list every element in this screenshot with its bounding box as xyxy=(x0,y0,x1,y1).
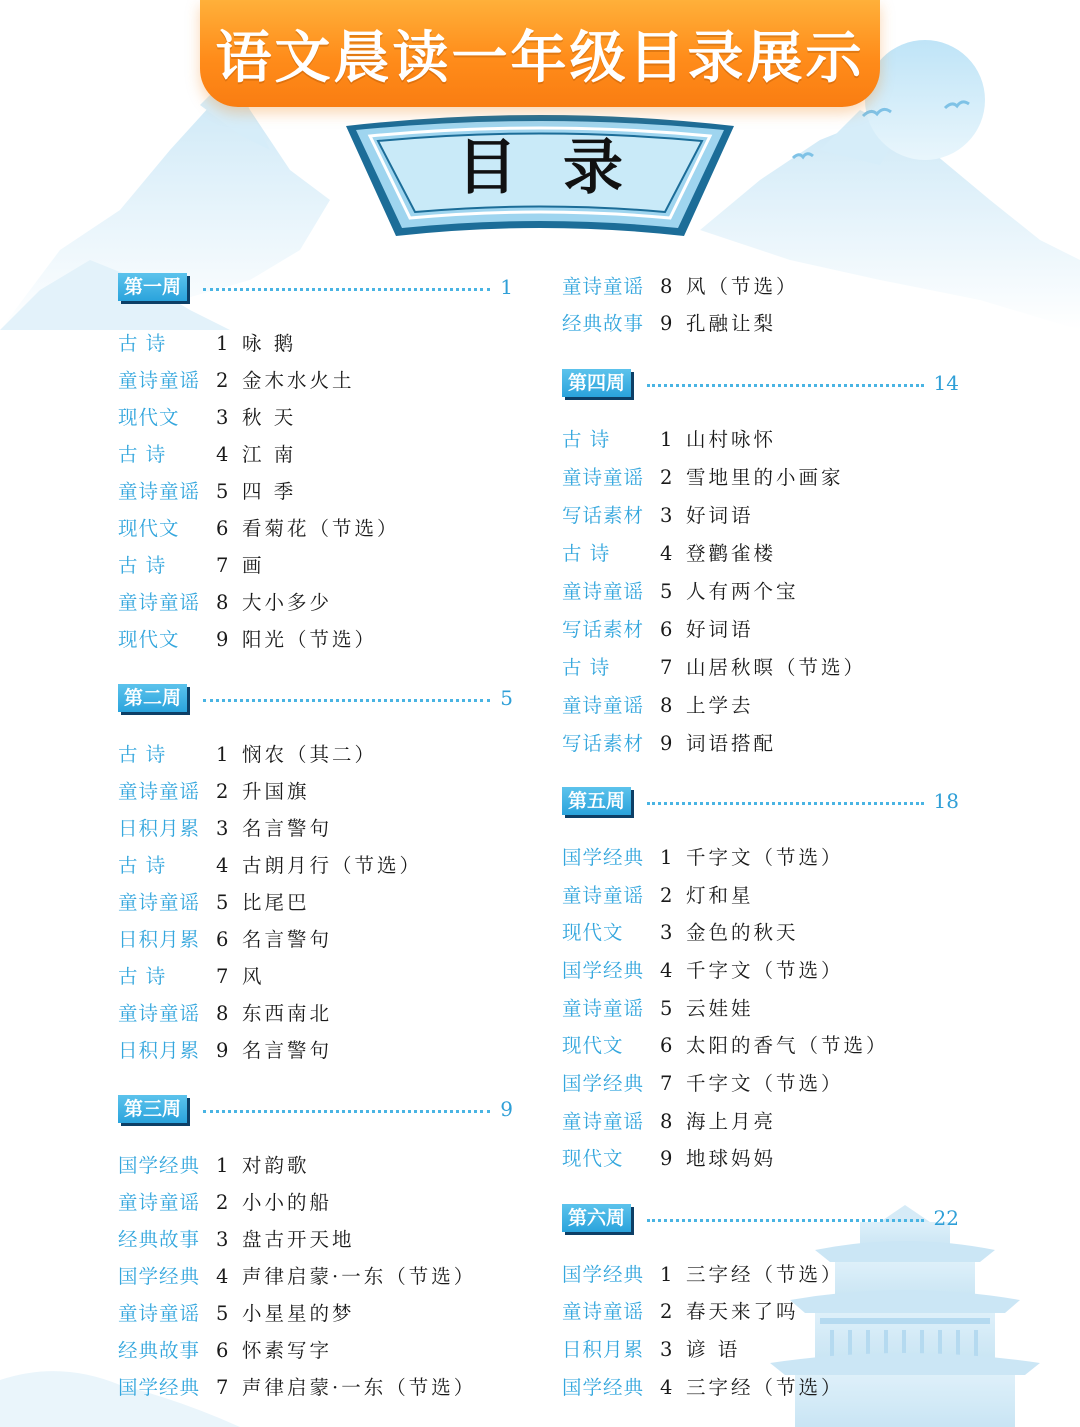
entry-title: 好词语 xyxy=(686,504,754,527)
entry-category: 童诗童谣 xyxy=(562,997,645,1020)
leader-dots xyxy=(203,288,490,291)
entry-category: 国学经典 xyxy=(118,1265,201,1288)
entry-category: 古 诗 xyxy=(118,332,167,355)
entry-title: 四 季 xyxy=(242,480,297,503)
entry-title: 三字经（节选） xyxy=(686,1376,844,1399)
entry-title: 金色的秋天 xyxy=(686,921,799,944)
leader-dots xyxy=(647,1219,924,1222)
entry-category: 国学经典 xyxy=(118,1376,201,1399)
entry-category: 国学经典 xyxy=(562,959,645,982)
entry-category: 写话素材 xyxy=(562,732,645,755)
entry-category: 日积月累 xyxy=(118,1039,201,1062)
entry-number: 7 xyxy=(660,656,673,679)
entry-title: 东西南北 xyxy=(242,1002,333,1025)
page-number: 5 xyxy=(500,686,513,710)
entry-number: 6 xyxy=(216,1339,229,1362)
entry-category: 童诗童谣 xyxy=(118,1302,201,1325)
week-label: 第三周 xyxy=(118,1095,187,1123)
entry-category: 童诗童谣 xyxy=(118,1002,201,1025)
leader-dots xyxy=(203,699,490,702)
week-heading-2 xyxy=(118,684,513,712)
entry-category: 现代文 xyxy=(118,406,180,429)
entry-title: 风 xyxy=(242,965,265,988)
plaque-title: 目录 xyxy=(457,133,669,203)
entry-number: 7 xyxy=(660,1072,673,1095)
entry-category: 写话素材 xyxy=(562,504,645,527)
entry-number: 4 xyxy=(660,542,673,565)
entry-number: 5 xyxy=(216,480,229,503)
entry-number: 1 xyxy=(216,743,229,766)
entry-title: 画 xyxy=(242,554,265,577)
entry-number: 8 xyxy=(660,694,673,717)
entry-number: 4 xyxy=(216,854,229,877)
entry-number: 6 xyxy=(660,618,673,641)
entry-category: 古 诗 xyxy=(118,965,167,988)
entry-category: 童诗童谣 xyxy=(562,275,645,298)
week-heading-6 xyxy=(562,1204,959,1232)
entry-number: 3 xyxy=(660,1338,673,1361)
entry-number: 2 xyxy=(216,1191,229,1214)
entry-number: 2 xyxy=(216,780,229,803)
entry-number: 3 xyxy=(216,817,229,840)
entry-category: 童诗童谣 xyxy=(562,1300,645,1323)
entry-category: 童诗童谣 xyxy=(562,580,645,603)
entry-title: 大小多少 xyxy=(242,591,333,614)
entry-category: 古 诗 xyxy=(118,443,167,466)
entry-category: 童诗童谣 xyxy=(562,694,645,717)
entry-title: 人有两个宝 xyxy=(686,580,799,603)
entry-title: 上学去 xyxy=(686,694,754,717)
entry-number: 5 xyxy=(660,997,673,1020)
entry-number: 9 xyxy=(660,732,673,755)
entry-title: 看菊花（节选） xyxy=(242,517,400,540)
entry-category: 现代文 xyxy=(562,1034,624,1057)
entry-number: 2 xyxy=(216,369,229,392)
entry-number: 6 xyxy=(216,517,229,540)
entry-category: 古 诗 xyxy=(562,428,611,451)
entry-title: 千字文（节选） xyxy=(686,1072,844,1095)
entry-title: 比尾巴 xyxy=(242,891,310,914)
entry-category: 童诗童谣 xyxy=(562,466,645,489)
entry-number: 4 xyxy=(216,443,229,466)
entry-category: 古 诗 xyxy=(562,656,611,679)
entry-title: 阳光（节选） xyxy=(242,628,378,651)
entry-category: 日积月累 xyxy=(562,1338,645,1361)
entry-title: 春天来了吗 xyxy=(686,1300,799,1323)
entry-number: 2 xyxy=(660,884,673,907)
entry-number: 7 xyxy=(216,554,229,577)
entry-number: 1 xyxy=(216,332,229,355)
page-number: 22 xyxy=(933,1206,959,1230)
page-number: 14 xyxy=(933,371,959,395)
entry-title: 江 南 xyxy=(242,443,297,466)
week-heading-5 xyxy=(562,787,959,815)
entry-title: 悯农（其二） xyxy=(242,743,378,766)
entry-number: 7 xyxy=(216,965,229,988)
entry-title: 名言警句 xyxy=(242,817,333,840)
entry-number: 8 xyxy=(660,275,673,298)
entry-title: 千字文（节选） xyxy=(686,846,844,869)
entry-number: 9 xyxy=(660,312,673,335)
entry-title: 词语搭配 xyxy=(686,732,777,755)
entry-category: 日积月累 xyxy=(118,817,201,840)
entry-category: 童诗童谣 xyxy=(118,780,201,803)
entry-category: 童诗童谣 xyxy=(562,1110,645,1133)
top-banner xyxy=(200,0,880,107)
entry-number: 4 xyxy=(216,1265,229,1288)
entry-category: 童诗童谣 xyxy=(118,369,201,392)
entry-category: 国学经典 xyxy=(562,1072,645,1095)
entry-title: 风（节选） xyxy=(686,275,799,298)
entry-title: 地球妈妈 xyxy=(686,1147,777,1170)
entry-title: 谚 语 xyxy=(686,1338,741,1361)
entry-title: 小小的船 xyxy=(242,1191,333,1214)
entry-title: 盘古开天地 xyxy=(242,1228,355,1251)
entry-number: 2 xyxy=(660,1300,673,1323)
entry-category: 现代文 xyxy=(562,1147,624,1170)
entry-category: 现代文 xyxy=(562,921,624,944)
entry-category: 童诗童谣 xyxy=(562,884,645,907)
entry-number: 9 xyxy=(216,628,229,651)
entry-number: 1 xyxy=(660,1263,673,1286)
leader-dots xyxy=(647,384,924,387)
entry-category: 日积月累 xyxy=(118,928,201,951)
entry-number: 6 xyxy=(216,928,229,951)
entry-number: 5 xyxy=(216,1302,229,1325)
entry-number: 1 xyxy=(660,846,673,869)
week-heading-4 xyxy=(562,369,959,397)
entry-number: 8 xyxy=(216,1002,229,1025)
entry-number: 9 xyxy=(216,1039,229,1062)
entry-title: 咏 鹅 xyxy=(242,332,297,355)
entry-category: 古 诗 xyxy=(118,554,167,577)
entry-title: 古朗月行（节选） xyxy=(242,854,423,877)
entry-title: 升国旗 xyxy=(242,780,310,803)
entry-title: 秋 天 xyxy=(242,406,297,429)
week-label: 第五周 xyxy=(562,787,631,815)
week-label: 第六周 xyxy=(562,1204,631,1232)
entry-category: 童诗童谣 xyxy=(118,591,201,614)
entry-title: 小星星的梦 xyxy=(242,1302,355,1325)
entry-category: 现代文 xyxy=(118,628,180,651)
week-label: 第一周 xyxy=(118,273,187,301)
entry-title: 海上月亮 xyxy=(686,1110,777,1133)
entry-number: 7 xyxy=(216,1376,229,1399)
entry-category: 国学经典 xyxy=(562,1263,645,1286)
leader-dots xyxy=(203,1110,490,1113)
entry-title: 金木水火土 xyxy=(242,369,355,392)
entry-number: 8 xyxy=(216,591,229,614)
entry-number: 1 xyxy=(216,1154,229,1177)
entry-title: 三字经（节选） xyxy=(686,1263,844,1286)
entry-number: 3 xyxy=(660,504,673,527)
entry-number: 4 xyxy=(660,959,673,982)
entry-category: 写话素材 xyxy=(562,618,645,641)
entry-category: 古 诗 xyxy=(118,743,167,766)
entry-number: 3 xyxy=(660,921,673,944)
entry-title: 声律启蒙·一东（节选） xyxy=(242,1265,477,1288)
entry-category: 童诗童谣 xyxy=(118,891,201,914)
entry-number: 8 xyxy=(660,1110,673,1133)
entry-category: 古 诗 xyxy=(118,854,167,877)
page-number: 9 xyxy=(500,1097,513,1121)
entry-category: 经典故事 xyxy=(118,1228,201,1251)
entry-number: 1 xyxy=(660,428,673,451)
entry-title: 登鹳雀楼 xyxy=(686,542,777,565)
entry-category: 国学经典 xyxy=(118,1154,201,1177)
entry-title: 千字文（节选） xyxy=(686,959,844,982)
entry-number: 4 xyxy=(660,1376,673,1399)
entry-title: 怀素写字 xyxy=(242,1339,333,1362)
entry-title: 太阳的香气（节选） xyxy=(686,1034,889,1057)
week-heading-1 xyxy=(118,273,513,301)
entry-number: 3 xyxy=(216,406,229,429)
entry-title: 名言警句 xyxy=(242,928,333,951)
entry-category: 古 诗 xyxy=(562,542,611,565)
page-number: 1 xyxy=(500,275,513,299)
entry-title: 山居秋暝（节选） xyxy=(686,656,867,679)
entry-title: 对韵歌 xyxy=(242,1154,310,1177)
entry-number: 2 xyxy=(660,466,673,489)
entry-number: 3 xyxy=(216,1228,229,1251)
entry-category: 经典故事 xyxy=(118,1339,201,1362)
entry-number: 6 xyxy=(660,1034,673,1057)
entry-number: 5 xyxy=(660,580,673,603)
entry-title: 灯和星 xyxy=(686,884,754,907)
leader-dots xyxy=(647,802,924,805)
entry-category: 经典故事 xyxy=(562,312,645,335)
entry-title: 孔融让梨 xyxy=(686,312,777,335)
entry-title: 声律启蒙·一东（节选） xyxy=(242,1376,477,1399)
page-number: 18 xyxy=(933,789,959,813)
entry-category: 国学经典 xyxy=(562,1376,645,1399)
entry-category: 童诗童谣 xyxy=(118,1191,201,1214)
banner-title: 语文晨读一年级目录展示 xyxy=(215,25,865,91)
week-heading-3 xyxy=(118,1095,513,1123)
week-label: 第二周 xyxy=(118,684,187,712)
entry-title: 山村咏怀 xyxy=(686,428,777,451)
entry-title: 云娃娃 xyxy=(686,997,754,1020)
entry-title: 雪地里的小画家 xyxy=(686,466,844,489)
entry-number: 5 xyxy=(216,891,229,914)
entry-category: 国学经典 xyxy=(562,846,645,869)
entry-category: 现代文 xyxy=(118,517,180,540)
entry-title: 名言警句 xyxy=(242,1039,333,1062)
entry-title: 好词语 xyxy=(686,618,754,641)
entry-number: 9 xyxy=(660,1147,673,1170)
week-label: 第四周 xyxy=(562,369,631,397)
entry-category: 童诗童谣 xyxy=(118,480,201,503)
